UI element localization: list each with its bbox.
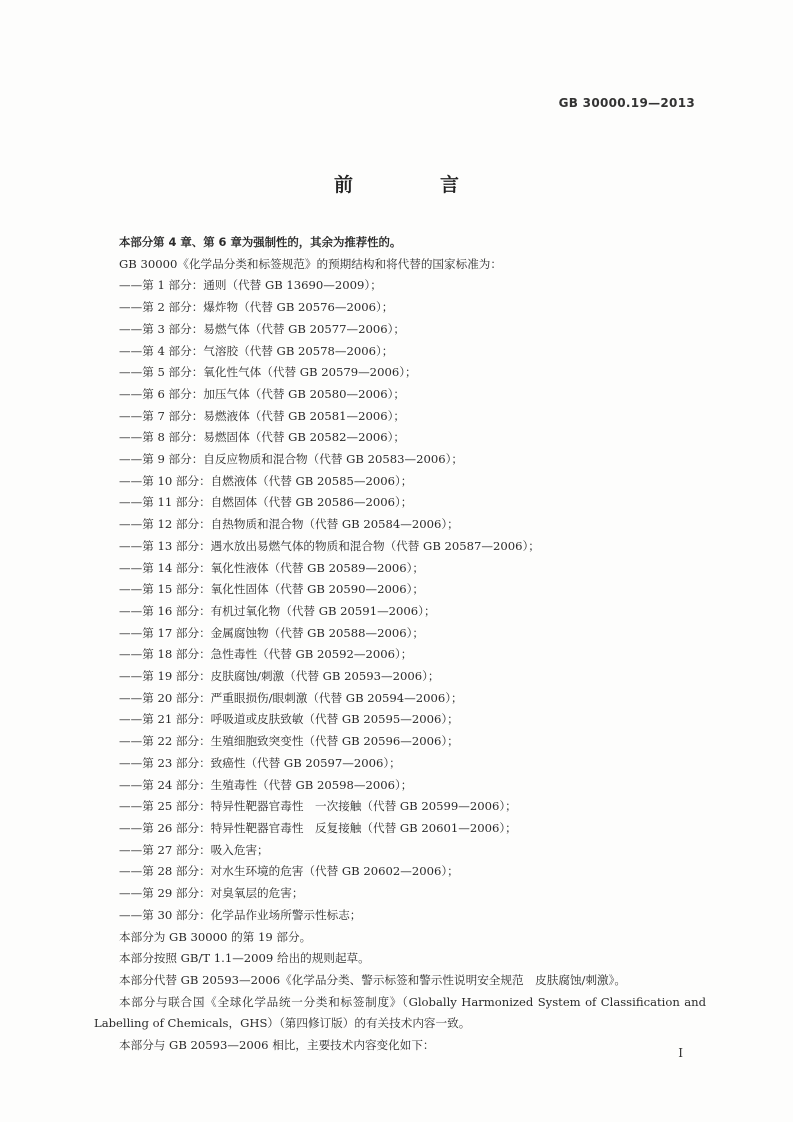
mandatory-note: 本部分第 4 章、第 6 章为强制性的，其余为推荐性的。 [119, 235, 402, 249]
list-item: ——第 11 部分：自燃固体（代替 GB 20586—2006）； [119, 495, 413, 510]
list-item: ——第 30 部分：化学品作业场所警示性标志； [119, 907, 362, 922]
list-item: ——第 6 部分：加压气体（代替 GB 20580—2006）； [119, 386, 405, 401]
list-item: ——第 9 部分：自反应物质和混合物（代替 GB 20583—2006）； [119, 452, 463, 467]
page-title: 前 言 [333, 174, 493, 196]
list-item: ——第 18 部分：急性毒性（代替 GB 20592—2006）； [119, 647, 413, 662]
list-item: ——第 24 部分：生殖毒性（代替 GB 20598—2006）； [119, 777, 413, 792]
list-item: ——第 28 部分：对水生环境的危害（代替 GB 20602—2006）； [119, 864, 459, 879]
replacement-statement: 本部分代替 GB 20593—2006《化学品分类、警示标签和警示性说明安全规范 皮肤腐蚀/刺激》。 [119, 972, 627, 987]
foreword-body [94, 232, 706, 1057]
parts-list [94, 275, 706, 926]
list-item: ——第 17 部分：金属腐蚀物（代替 GB 20588—2006）； [119, 625, 424, 640]
list-item: ——第 4 部分：气溶胶（代替 GB 20578—2006）； [119, 343, 394, 358]
list-item: ——第 2 部分：爆炸物（代替 GB 20576—2006）； [119, 300, 394, 315]
list-item: ——第 1 部分：通则（代替 GB 13690—2009）； [119, 278, 382, 293]
list-item: ——第 20 部分：严重眼损伤/眼刺激（代替 GB 20594—2006）； [119, 690, 463, 705]
list-item: ——第 27 部分：吸入危害； [119, 842, 269, 857]
part-of-statement: 本部分为 GB 30000 的第 19 部分。 [119, 929, 312, 944]
list-item: ——第 16 部分：有机过氧化物（代替 GB 20591—2006）； [119, 603, 436, 618]
list-item: ——第 8 部分：易燃固体（代替 GB 20582—2006）； [119, 430, 405, 445]
list-item: ——第 21 部分：呼吸道或皮肤致敏（代替 GB 20595—2006）； [119, 712, 459, 727]
list-item: ——第 19 部分：皮肤腐蚀/刺激（代替 GB 20593—2006）； [119, 669, 440, 684]
list-item: ——第 10 部分：自燃液体（代替 GB 20585—2006）； [119, 473, 413, 488]
ghs-consistency-statement: 本部分与联合国《全球化学品统一分类和标签制度》（Globally Harmonized System of Classification and Labelling of Chemicals，GHS）（第四修订版）的有关技术内容一致。 [94, 994, 706, 1031]
page-number: I [678, 1046, 683, 1060]
changes-intro: 本部分与 GB 20593—2006 相比，主要技术内容变化如下： [119, 1038, 435, 1053]
standard-code: GB 30000.19—2013 [558, 96, 695, 110]
list-item: ——第 7 部分：易燃液体（代替 GB 20581—2006）； [119, 408, 405, 423]
list-item: ——第 14 部分：氧化性液体（代替 GB 20589—2006）； [119, 560, 424, 575]
list-item: ——第 22 部分：生殖细胞致突变性（代替 GB 20596—2006）； [119, 734, 459, 749]
list-item: ——第 15 部分：氧化性固体（代替 GB 20590—2006）； [119, 582, 424, 597]
list-item: ——第 25 部分：特异性靶器官毒性 一次接触（代替 GB 20599—2006）； [119, 799, 517, 814]
list-item: ——第 12 部分：自热物质和混合物（代替 GB 20584—2006）； [119, 517, 459, 532]
list-item: ——第 23 部分：致癌性（代替 GB 20597—2006）； [119, 755, 401, 770]
list-item: ——第 5 部分：氧化性气体（代替 GB 20579—2006）； [119, 365, 417, 380]
drafting-rules-statement: 本部分按照 GB/T 1.1—2009 给出的规则起草。 [119, 951, 370, 966]
structure-note: GB 30000《化学品分类和标签规范》的预期结构和将代替的国家标准为： [119, 256, 502, 271]
list-item: ——第 29 部分：对臭氧层的危害； [119, 886, 304, 901]
list-item: ——第 3 部分：易燃气体（代替 GB 20577—2006）； [119, 321, 405, 336]
list-item: ——第 13 部分：遇水放出易燃气体的物质和混合物（代替 GB 20587—2006）； [119, 538, 540, 553]
list-item: ——第 26 部分：特异性靶器官毒性 反复接触（代替 GB 20601—2006）； [119, 820, 517, 835]
